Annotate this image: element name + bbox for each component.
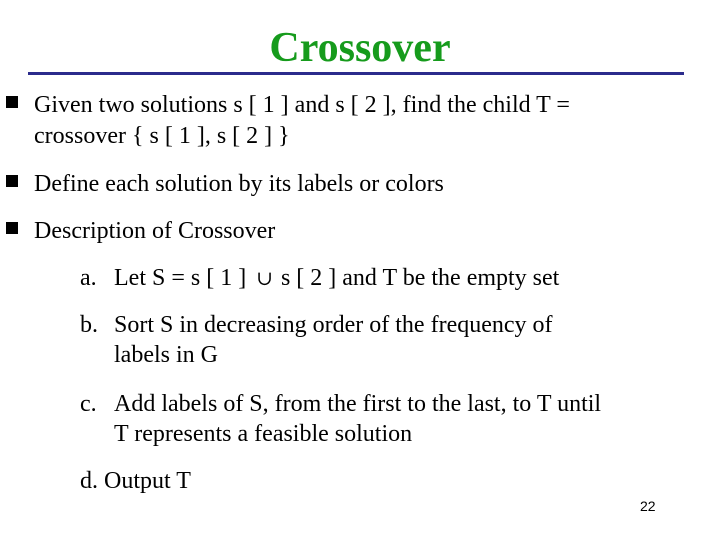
step-a (80, 263, 700, 294)
bullet-2-text: Define each solution by its labels or colors (34, 171, 444, 197)
title-underline (28, 72, 684, 75)
step-b (80, 310, 700, 370)
bullet-1-line-1: Given two solutions s [ 1 ] and s [ 2 ], find the child T = (34, 92, 570, 118)
step-d-label: d. (80, 468, 98, 494)
step-d-text: Output T (104, 468, 191, 494)
step-a-label: a. (80, 265, 97, 291)
union-symbol: ∪ (256, 268, 273, 290)
step-c-line-2: T represents a feasible solution (114, 421, 413, 447)
step-c-label: c. (80, 391, 97, 417)
step-c-line-1: Add labels of S, from the first to the last, to T until (114, 391, 602, 417)
step-c (80, 389, 700, 449)
page-number: 22 (640, 498, 656, 514)
slide-title: Crossover (269, 25, 451, 71)
bullet-1-line-2: crossover { s [ 1 ], s [ 2 ] } (34, 123, 290, 149)
step-a-text-after: s [ 2 ] and T be the empty set (280, 265, 560, 291)
step-a-text-before: Let S = s [ 1 ] (114, 265, 247, 291)
bullet-3-text: Description of Crossover (34, 218, 276, 244)
step-b-label: b. (80, 312, 98, 338)
bullet-1-text (34, 90, 694, 152)
step-d (80, 466, 700, 496)
bullet-square-icon (6, 96, 18, 108)
bullet-square-icon (6, 222, 18, 234)
bullet-square-icon (6, 175, 18, 187)
step-b-line-1: Sort S in decreasing order of the frequency of (114, 312, 553, 338)
step-b-line-2: labels in G (114, 342, 218, 368)
